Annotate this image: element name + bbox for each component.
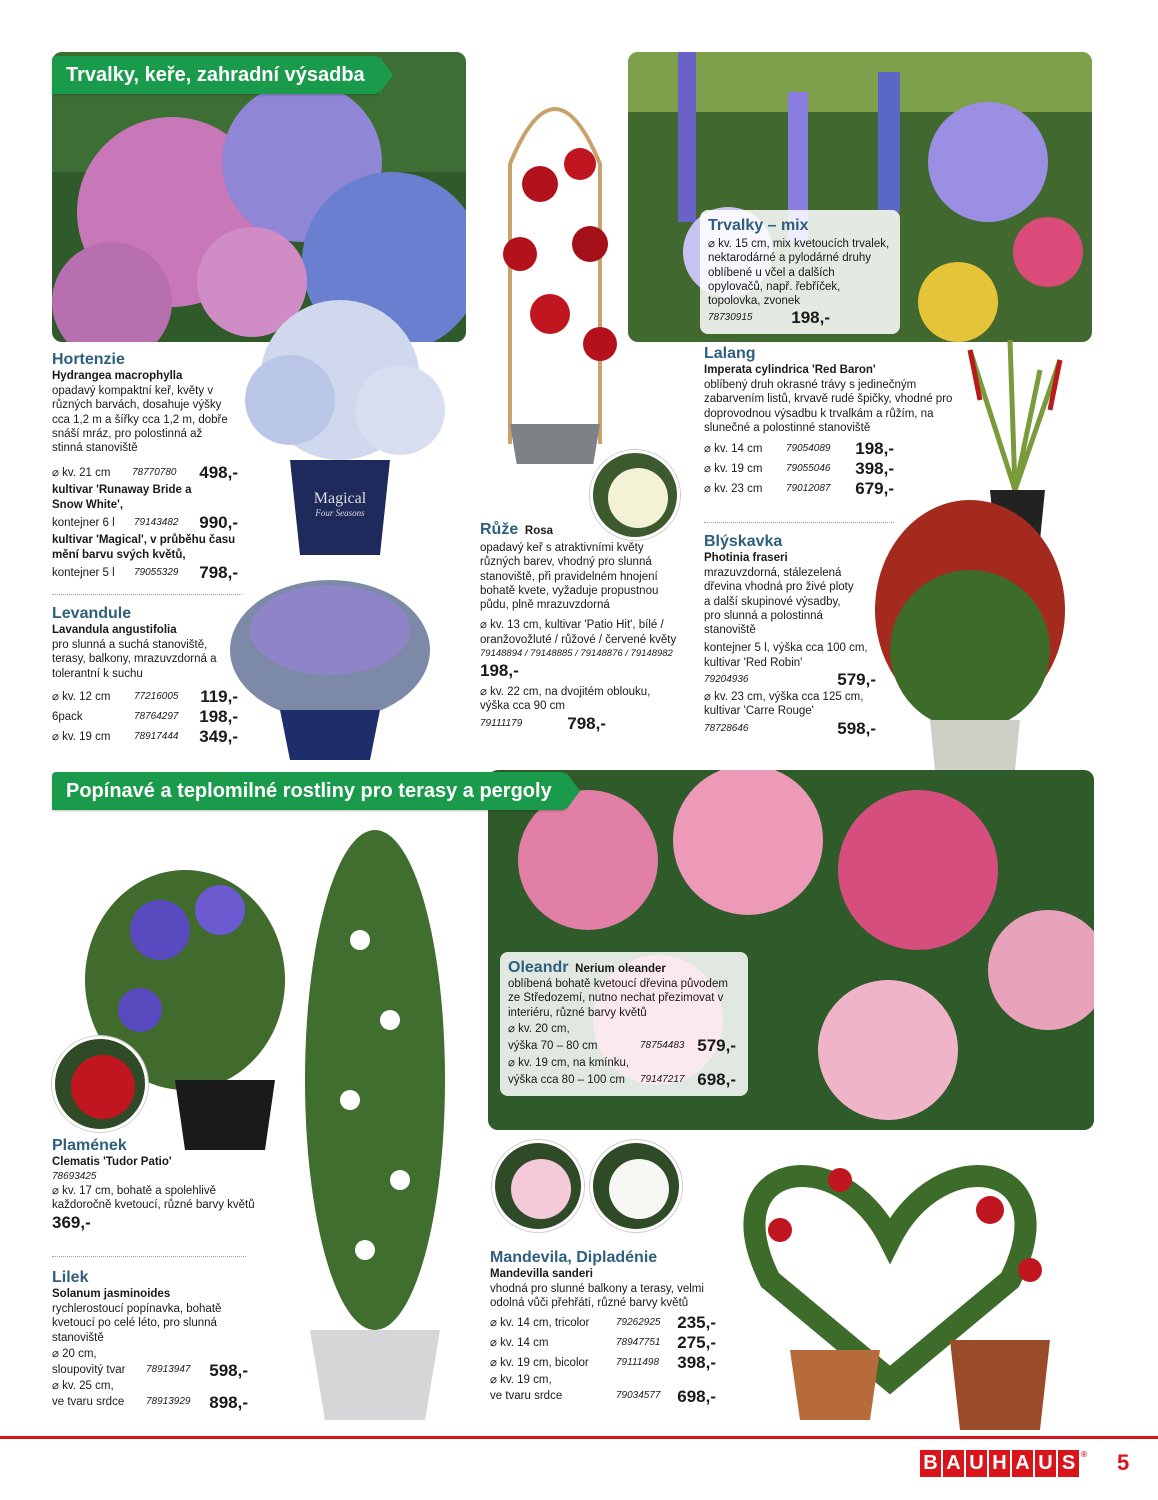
price: 579,- xyxy=(697,1036,736,1056)
product-name: Levandule xyxy=(52,605,132,622)
price-row: 79111179 798,- xyxy=(480,713,606,733)
price: 398,- xyxy=(855,459,894,479)
product-name: Mandevila, Dipladénie xyxy=(490,1249,658,1266)
price-row: výška cca 80 – 100 cm 79147217 698,- xyxy=(508,1070,736,1090)
lavender-illustration xyxy=(220,560,440,760)
price: 198,- xyxy=(791,308,830,328)
price-row: ⌀ kv. 14 cm 79054089 198,- xyxy=(704,439,894,459)
price: 598,- xyxy=(837,718,876,738)
red-clematis-thumbnail xyxy=(52,1036,148,1132)
footer-rule xyxy=(0,1436,1158,1439)
divider xyxy=(52,594,242,595)
price-row: 78728646 598,- xyxy=(704,718,876,738)
product-blyskavka xyxy=(704,532,884,739)
section-title-perennials: Trvalky, keře, zahradní výsadba xyxy=(52,56,379,94)
price-row: ⌀ kv. 19 cm, bicolor 79111498 398,- xyxy=(490,1352,716,1372)
product-levandule xyxy=(52,604,252,747)
price: 235,- xyxy=(677,1312,716,1332)
product-name: Růže xyxy=(480,521,519,538)
price-row: ⌀ kv. 12 cm 77216005 119,- xyxy=(52,686,238,706)
product-latin-name: Imperata cylindrica 'Red Baron' xyxy=(704,364,876,376)
product-trvalky-mix xyxy=(700,210,900,334)
page-number: 5 xyxy=(1117,1450,1130,1475)
price: 898,- xyxy=(209,1393,248,1413)
product-latin-name: Solanum jasminoides xyxy=(52,1288,171,1300)
product-description: pro slunná a suchá stanoviště, terasy, balkony, mrazuvzdorná a tolerantní k suchu xyxy=(52,639,217,680)
product-lilek: Lilek Solanum jasminoides rychlerostoucí popínavka, bohatě kvetoucí po celé léto, pro slunná stanoviště ⌀ 20 cm, sloupovitý tvar 78913947 598,- ⌀ kv. 25 cm, ve tvaru srdce 78913929 898,- xyxy=(52,1268,252,1411)
price-row: sloupovitý tvar 78913947 598,- xyxy=(52,1361,248,1381)
product-lalang xyxy=(704,344,954,499)
product-description: oblíbený druh okrasné trávy s jedinečným zabarvením listů, krvavě rudé špičky, vhodné pro doprovodnou výsadbu k trvalkám a růžím, na slunečné a polostinné stanoviště xyxy=(704,379,953,434)
divider xyxy=(52,1256,246,1257)
product-latin-name: Clematis 'Tudor Patio' xyxy=(52,1156,172,1168)
product-latin-name: Lavandula angustifolia xyxy=(52,624,177,636)
option-text: ⌀ kv. 22 cm, na dvojitém oblouku, výška cca 90 cm xyxy=(480,686,651,713)
section-title-climbers: Popínavé a teplomilné rostliny pro terasy a pergoly xyxy=(52,772,566,810)
price: 798,- xyxy=(199,563,238,583)
product-oleandr: Oleandr Nerium oleander oblíbená bohatě kvetoucí dřevina původem ze Středozemí, nutno nechat přezimovat v interiéru, různé barvy květů ⌀ kv. 20 cm, výška 70 – 80 cm 78754483 579,- ⌀ kv. 19 cm, na kmínku, výška cca 80 – 100 cm 79147217 698,- xyxy=(500,952,748,1096)
price-row: ⌀ kv. 19 cm 79055046 398,- xyxy=(704,459,894,479)
price: 275,- xyxy=(677,1332,716,1352)
product-hortenzie: Hortenzie Hydrangea macrophylla opadavý kompaktní keř, květy v různých barvách, dosahuje výšky cca 1,2 m a šířky cca 1,2 m, dobře snáší mráz, pro polostinná až stinná stanoviště ⌀ kv. 21 cm 78770780 498,- kultivar 'Runaway Bride a Snow White', kontejner 6 l 79143482 990,- kultivar 'Magical', v průběhu času mění barvu svých květů, kontejner 5 l 79055329 798,- xyxy=(52,350,252,583)
product-description: opadavý kompaktní keř, květy v různých barvách, dosahuje výšky cca 1,2 m a šířky cca 1,2 m, dobře snáší mráz, pro polostinná až stinná stanoviště xyxy=(52,385,228,455)
price-row: ⌀ kv. 23 cm 79012087 679,- xyxy=(704,479,894,499)
price: 198,- xyxy=(480,661,519,681)
price: 698,- xyxy=(677,1386,716,1406)
product-description: ⌀ kv. 15 cm, mix kvetoucích trvalek, nektarodárné a pylodárné druhy oblíbené u včel a dalších opylovačů, např. řebříček, topolovka, zvonek xyxy=(708,238,890,308)
price-row: ve tvaru srdce 79034577 698,- xyxy=(490,1386,716,1406)
price: 198,- xyxy=(199,706,238,726)
price-row: výška 70 – 80 cm 78754483 579,- xyxy=(508,1036,736,1056)
product-codes: 79148894 / 79148885 / 79148876 / 79148982 xyxy=(480,648,673,660)
product-latin-name: Rosa xyxy=(524,525,554,537)
product-description: vhodná pro slunné balkony a terasy, velmi odolná vůči přehřátí, různé barvy květů xyxy=(490,1283,704,1310)
price: 369,- xyxy=(52,1212,91,1232)
price-row: 78730915 198,- xyxy=(708,308,830,328)
price: 579,- xyxy=(837,670,876,690)
price-row: ⌀ kv. 14 cm 78947751 275,- xyxy=(490,1332,716,1352)
product-description: mrazuvzdorná, stálezelená dřevina vhodná pro živé ploty a další skupinové výsadby, pro slunná a polostinná stanoviště xyxy=(704,567,854,637)
product-name: Hortenzie xyxy=(52,351,125,368)
pot-label: Magical Four Seasons xyxy=(313,490,367,518)
product-latin-name: Hydrangea macrophylla xyxy=(52,370,183,382)
product-code: 78693425 xyxy=(52,1171,97,1182)
product-ruze xyxy=(480,520,690,734)
product-name: Trvalky – mix xyxy=(708,217,809,234)
bauhaus-logo: B A U H A U S ® xyxy=(920,1450,1087,1477)
price: 798,- xyxy=(567,713,606,733)
price: 990,- xyxy=(199,513,238,533)
product-name: Blýskavka xyxy=(704,533,783,550)
price-row: 79204936 579,- xyxy=(704,670,876,690)
photinia-illustration xyxy=(860,490,1080,770)
price-row: kontejner 6 l 79143482 990,- xyxy=(52,513,238,533)
registered-mark-icon: ® xyxy=(1081,1450,1087,1459)
option-text: ⌀ kv. 13 cm, kultivar 'Patio Hit', bílé / oranžovožluté / růžové / červené květy xyxy=(480,619,677,646)
pink-mandevilla-thumbnail xyxy=(492,1140,584,1232)
option-text: kontejner 5 l, výška cca 100 cm, kultivar 'Red Robin' xyxy=(704,642,868,669)
price-row: 6pack 78764297 198,- xyxy=(52,706,238,726)
product-name: Lalang xyxy=(704,345,756,362)
hydrangea-photo xyxy=(52,52,466,342)
price-row: ⌀ kv. 21 cm 78770780 498,- xyxy=(52,463,238,483)
product-latin-name: Photinia fraseri xyxy=(704,552,788,564)
product-description: oblíbená bohatě kvetoucí dřevina původem ze Středozemí, nutno nechat přezimovat v interiéru, různé barvy květů xyxy=(508,978,728,1019)
price: 119,- xyxy=(200,686,238,706)
product-name: Plamének xyxy=(52,1137,127,1154)
white-mandevilla-thumbnail xyxy=(590,1140,682,1232)
mandevilla-heart-illustration xyxy=(690,1120,1090,1430)
rose-arch-illustration xyxy=(470,44,640,464)
price-row: ⌀ kv. 14 cm, tricolor 79262925 235,- xyxy=(490,1312,716,1332)
product-latin-name: Mandevilla sanderi xyxy=(490,1268,593,1280)
solanum-illustration xyxy=(270,820,480,1420)
price: 398,- xyxy=(677,1352,716,1372)
product-name: Lilek xyxy=(52,1269,89,1286)
product-description: ⌀ kv. 17 cm, bohatě a spolehlivě každoročně kvetoucí, různé barvy květů xyxy=(52,1185,255,1212)
product-name: Oleandr xyxy=(508,959,569,976)
product-description: opadavý keř s atraktivními květy různých barev, vhodný pro slunná stanoviště, při pravidelném hnojení bohatě kvete, vyžaduje propustnou půdu, plně mrazuvzdorná xyxy=(480,542,659,612)
option-text: ⌀ kv. 23 cm, výška cca 125 cm, kultivar 'Carre Rouge' xyxy=(704,691,864,718)
price: 698,- xyxy=(697,1070,736,1090)
divider xyxy=(704,522,894,523)
price-row: ve tvaru srdce 78913929 898,- xyxy=(52,1393,248,1413)
product-description: rychlerostoucí popínavka, bohatě kvetoucí po celé léto, pro slunná stanoviště xyxy=(52,1303,222,1344)
price-row: ⌀ kv. 19 cm 78917444 349,- xyxy=(52,726,238,746)
product-latin-name: Nerium oleander xyxy=(575,963,666,975)
price: 598,- xyxy=(209,1361,248,1381)
price: 349,- xyxy=(199,726,238,746)
price: 498,- xyxy=(199,463,238,483)
price-row: kontejner 5 l 79055329 798,- xyxy=(52,563,238,583)
product-plamenek xyxy=(52,1136,272,1233)
product-mandevila: Mandevila, Dipladénie Mandevilla sanderi vhodná pro slunné balkony a terasy, velmi odolná vůči přehřátí, různé barvy květů ⌀ kv. 14 cm, tricolor 79262925 235,- ⌀ kv. 14 cm 78947751 275,- ⌀ kv. 19 cm, bicolor 79111498 398,- ⌀ kv. 19 cm, ve tvaru srdce 79034577 698,- xyxy=(490,1248,720,1405)
price: 198,- xyxy=(855,439,894,459)
price: 679,- xyxy=(855,479,894,499)
